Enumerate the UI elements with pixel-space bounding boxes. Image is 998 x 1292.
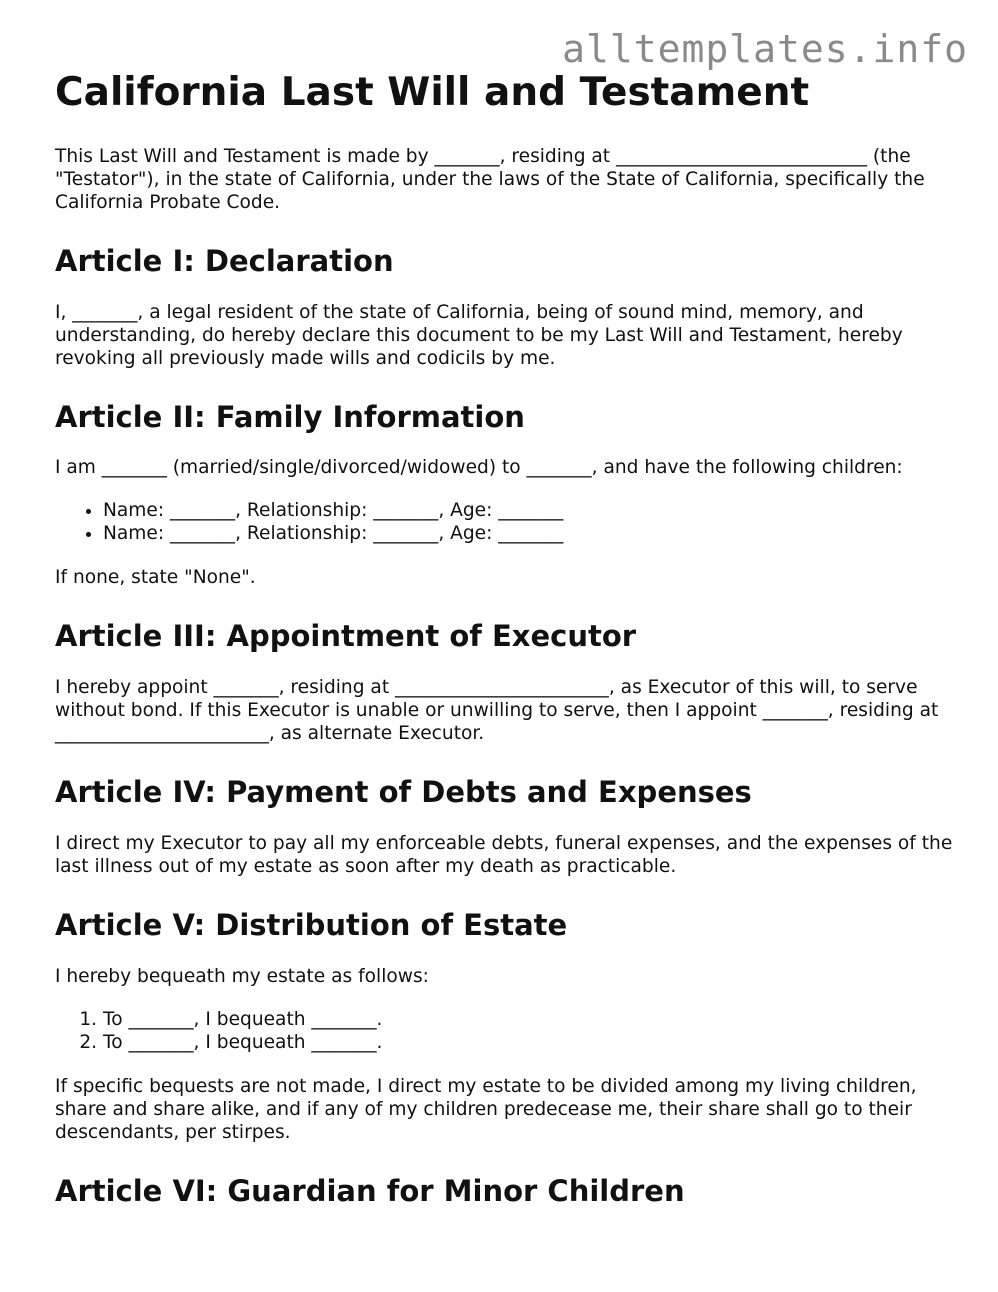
bequests-list [55,1008,955,1054]
article-3-text: I hereby appoint _______, residing at _______________________, as Executor of this will, to serve without bond. If this Executor is unable or unwilling to serve, then I appoint _______, residing at _______________________, as alternate Executor. [55,677,939,745]
article-2-heading: Article II: Family Information [55,399,525,434]
intro-paragraph: This Last Will and Testament is made by _______, residing at ___________________________ (the "Testator"), in the state of California, under the laws of the State of California, specifically the California Probate Code. [55,145,925,213]
article-5-heading: Article V: Distribution of Estate [55,907,568,942]
list-item: • Name: _______, Relationship: _______, Age: _______ [103,522,955,545]
document-body [55,70,955,1231]
watermark: alltemplates.info [562,27,968,71]
article-3-heading: Article III: Appointment of Executor [55,619,637,654]
article-2-note: If none, state "None". [55,567,256,589]
article-5-note: If specific bequests are not made, I direct my estate to be divided among my living children, share and share alike, and if any of my children predecease me, their share shall go to their descendants, per stirpes. [55,1075,917,1143]
list-item: 2. To _______, I bequeath _______. [103,1031,955,1054]
article-2-text: I am _______ (married/single/divorced/widowed) to _______, and have the following children: [55,457,903,479]
document-title: California Last Will and Testament [55,70,810,115]
list-item: • Name: _______, Relationship: _______, Age: _______ [103,499,955,522]
article-1-text: I, _______, a legal resident of the state of California, being of sound mind, memory, and understanding, do hereby declare this document to be my Last Will and Testament, hereby revoking all previously made wills and codicils by me. [55,301,903,369]
article-4-heading: Article IV: Payment of Debts and Expenses [55,775,752,810]
article-4-text: I direct my Executor to pay all my enforceable debts, funeral expenses, and the expenses of the last illness out of my estate as soon after my death as practicable. [55,832,953,877]
article-1-heading: Article I: Declaration [55,243,394,278]
article-5-text: I hereby bequeath my estate as follows: [55,965,429,987]
list-item: 1. To _______, I bequeath _______. [103,1008,955,1031]
article-6-heading: Article VI: Guardian for Minor Children [55,1173,685,1208]
children-list [55,499,955,545]
